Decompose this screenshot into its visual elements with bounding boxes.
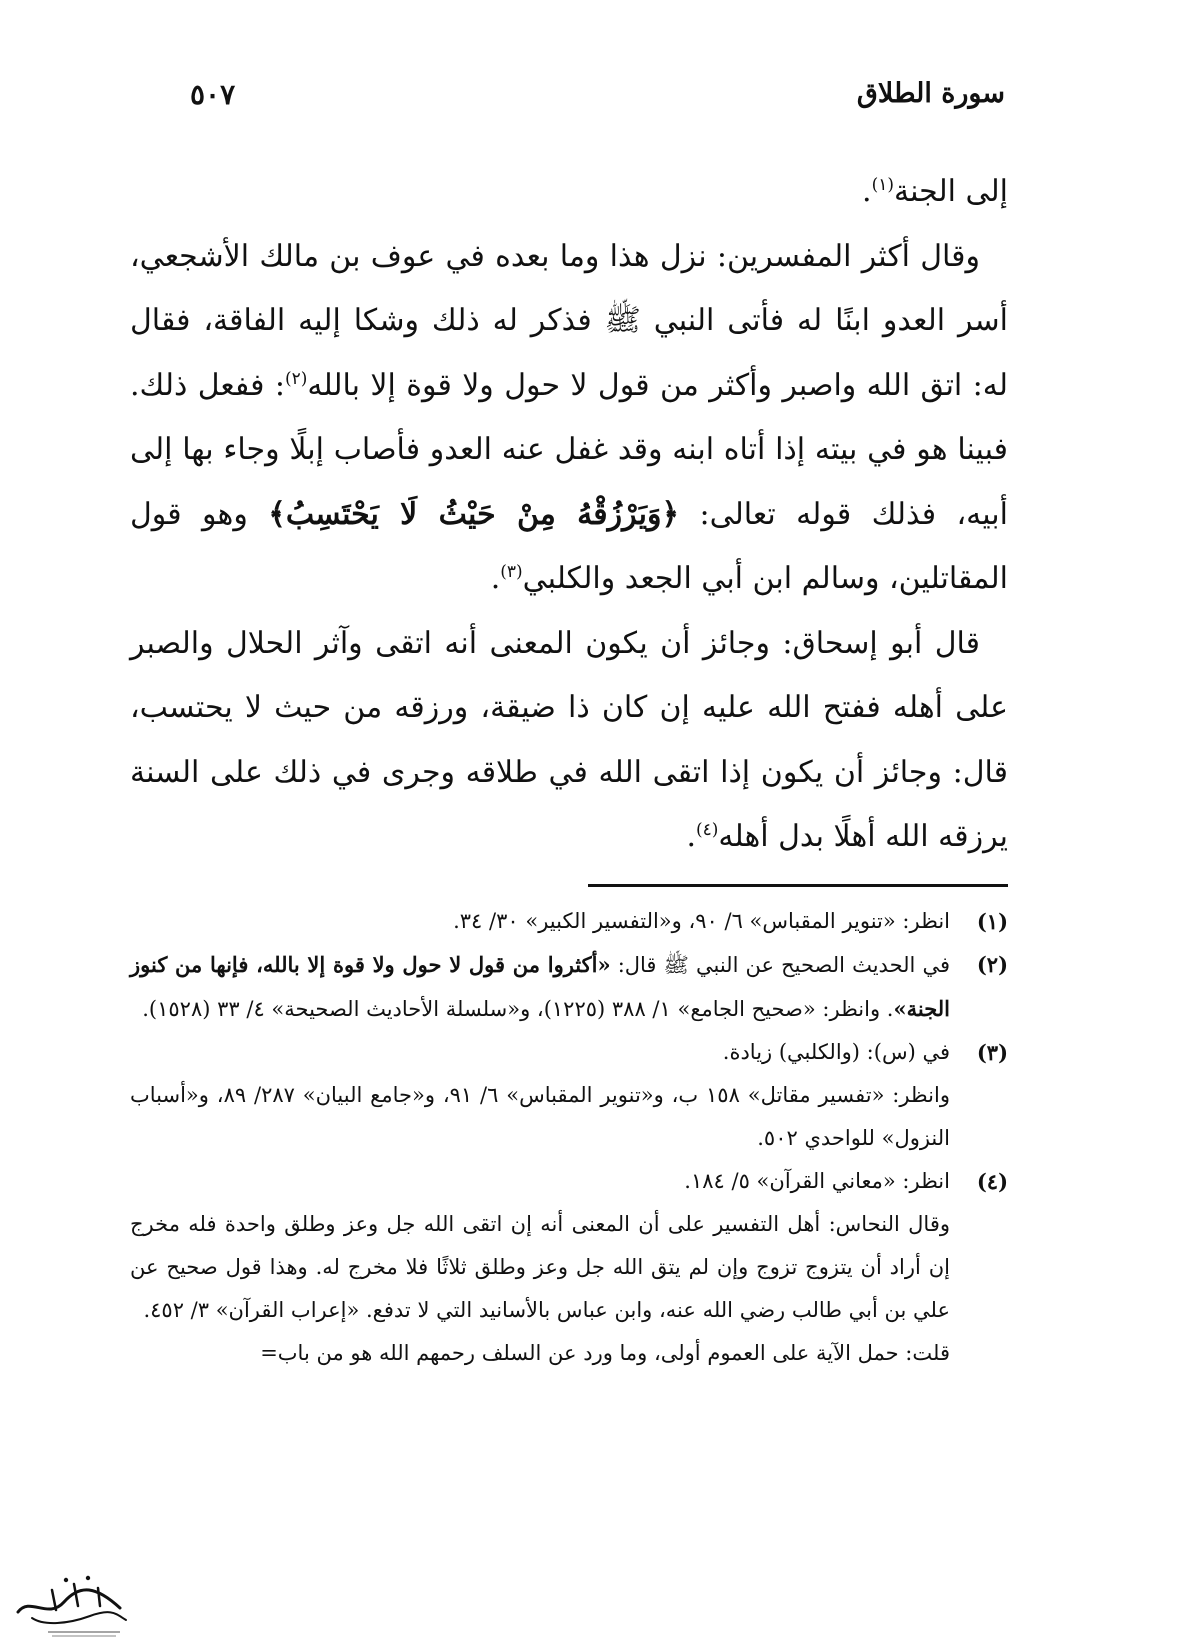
page-header <box>190 78 1005 128</box>
footnote-ref-2: (٢) <box>284 368 308 389</box>
footnote-4-continuation: وقال النحاس: أهل التفسير على أن المعنى أنه إن اتقى الله جل وعز وطلق واحدة فله مخرج إن أراد أن يتزوج تزوج وإن لم يتق الله جل وعز وطلق ثلاثًا فلا مخرج له. وهذا قول صحيح عن علي بن أبي طالب رضي الله عنه، وابن عباس بالأسانيد التي لا تدفع. «إعراب القرآن» ٣/ ٤٥٢. <box>130 1212 950 1322</box>
footnote-3 <box>130 1031 1008 1074</box>
publisher-logo <box>8 1568 136 1644</box>
footnote-number: (٤) <box>976 1169 1008 1194</box>
footnote-divider <box>588 884 1008 887</box>
footnote-text: في الحديث الصحيح عن النبي ﷺ قال: «أكثروا من قول لا حول ولا قوة إلا بالله، فإنها من كنوز الجنة». وانظر: «صحيح الجامع» ١/ ٣٨٨ (١٢٢٥)، و«سلسلة الأحاديث الصحيحة» ٤/ ٣٣ (١٥٢٨). <box>130 952 950 1021</box>
surah-title: سورة الطلاق <box>856 78 1005 109</box>
footnote-number: (٢) <box>976 952 1008 977</box>
footnotes <box>130 900 1008 1375</box>
footnote-text: انظر: «معاني القرآن» ٥/ ١٨٤. <box>684 1169 950 1193</box>
page-number: ٥٠٧ <box>190 78 236 111</box>
footnote-text: في (س): (والكلبي) زيادة. <box>722 1040 950 1064</box>
footnote-ref-1: (١) <box>871 175 894 195</box>
footnote-4 <box>130 1160 1008 1203</box>
footnote-text: انظر: «تنوير المقباس» ٦/ ٩٠، و«التفسير الكبير» ٣٠/ ٣٤. <box>453 909 950 933</box>
footnote-1 <box>130 900 1008 943</box>
paragraph-2: وقال أكثر المفسرين: نزل هذا وما بعده في عوف بن مالك الأشجعي، أسر العدو ابنًا له فأتى النبي ﷺ فذكر له ذلك وشكا إليه الفاقة، فقال له: اتق الله واصبر وأكثر من قول لا حول ولا قوة إلا بالله$^{(٢)}$: ففعل ذلك. فبينا هو في بيته إذا أتاه ابنه وقد غفل عنه العدو فأصاب إبلًا وجاء بها إلى أبيه، فذلك قوله تعالى: ﴿وَيَرْزُقْهُ مِنْ حَيْثُ لَا يَحْتَسِبُ﴾ وهو قول المقاتلين، وسالم ابن أبي الجعد والكلبي$^{(٣)}$. <box>130 238 1008 596</box>
footnote-3-continuation: وانظر: «تفسير مقاتل» ١٥٨ ب، و«تنوير المقباس» ٦/ ٩١، و«جامع البيان» ٢٨٧/ ٨٩، و«أسباب النزول» للواحدي ٥٠٢. <box>130 1083 950 1150</box>
paragraph-3: قال أبو إسحاق: وجائز أن يكون المعنى أنه اتقى وآثر الحلال والصبر على أهله ففتح الله عليه إن كان ذا ضيقة، ورزقه من حيث لا يحتسب، قال: وجائز أن يكون إذا اتقى الله في طلاقه وجرى في ذلك على السنة يرزقه الله أهلًا بدل أهله$^{(٤)}$. <box>130 625 1008 854</box>
footnote-ref-4: (٤) <box>696 820 719 840</box>
quran-verse: ﴿وَيَرْزُقْهُ مِنْ حَيْثُ لَا يَحْتَسِبُ﴾ <box>268 496 680 532</box>
footnote-number: (١) <box>976 909 1008 934</box>
footnote-number: (٣) <box>976 1040 1008 1065</box>
footnote-ref-3: (٣) <box>500 562 523 582</box>
paragraph-1: إلى الجنة$^{(١)}$. <box>862 174 1008 209</box>
footnote-2 <box>130 943 1008 1031</box>
hadith-quote: «أكثروا من قول لا حول ولا قوة إلا بالله، فإنها من كنوز الجنة» <box>130 952 950 1021</box>
footnote-4-remark: قلت: حمل الآية على العموم أولى، وما ورد عن السلف رحمهم الله هو من باب= <box>260 1341 950 1365</box>
main-text <box>130 160 1008 870</box>
